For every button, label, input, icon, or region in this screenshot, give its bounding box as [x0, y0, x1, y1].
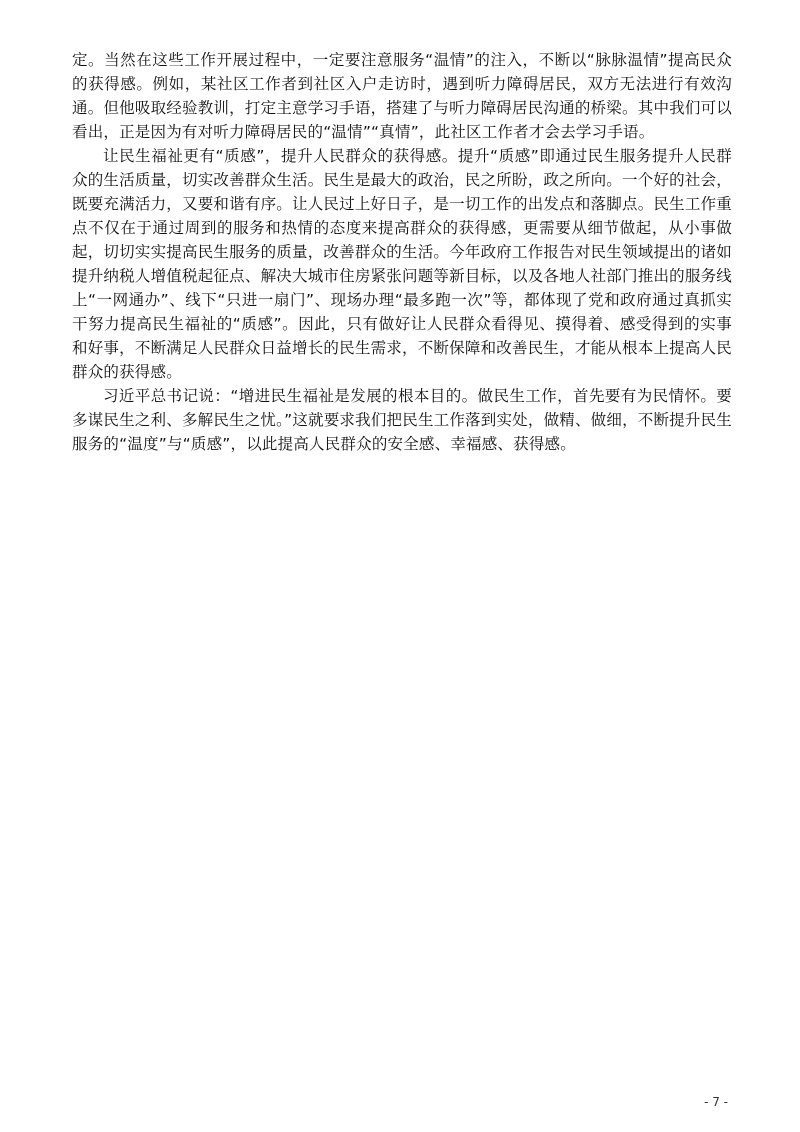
- paragraph-continuation: 定。当然在这些工作开展过程中，一定要注意服务“温情”的注入，不断以“脉脉温情”提高民众的获得感。例如，某社区工作者到社区入户走访时，遇到听力障碍居民，双方无法进行有效沟通。但他吸取经验教训，打定主意学习手语，搭建了与听力障碍居民沟通的桥梁。其中我们可以看出，正是因为有对听力障碍居民的“温情”“真情”，此社区工作者才会去学习手语。: [72, 51, 732, 141]
- body-text: [72, 48, 732, 456]
- paragraph-quote: 习近平总书记说：“增进民生福祉是发展的根本目的。做民生工作，首先要有为民情怀。要多谋民生之利、多解民生之忧。”这就要求我们把民生工作落到实处，做精、做细，不断提升民生服务的“温度”与“质感”，以此提高人民群众的安全感、幸福感、获得感。: [72, 387, 732, 453]
- paragraph-quality: 让民生福祉更有“质感”，提升人民群众的获得感。提升“质感”即通过民生服务提升人民群众的生活质量，切实改善群众生活。民生是最大的政治，民之所盼，政之所向。一个好的社会，既要充满活力，又要和谐有序。让人民过上好日子，是一切工作的出发点和落脚点。民生工作重点不仅在于通过周到的服务和热情的态度来提高群众的获得感，更需要从细节做起，从小事做起，切切实实提高民生服务的质量，改善群众的生活。今年政府工作报告对民生领域提出的诸如提升纳税人增值税起征点、解决大城市住房紧张问题等新目标，以及各地人社部门推出的服务线上“一网通办”、线下“只进一扇门”、现场办理“最多跑一次”等，都体现了党和政府通过真抓实干努力提高民生福祉的“质感”。因此，只有做好让人民群众看得见、摸得着、感受得到的实事和好事，不断满足人民群众日益增长的民生需求，不断保障和改善民生，才能从根本上提高人民群众的获得感。: [72, 147, 732, 381]
- page-number: - 7 -: [704, 1095, 728, 1109]
